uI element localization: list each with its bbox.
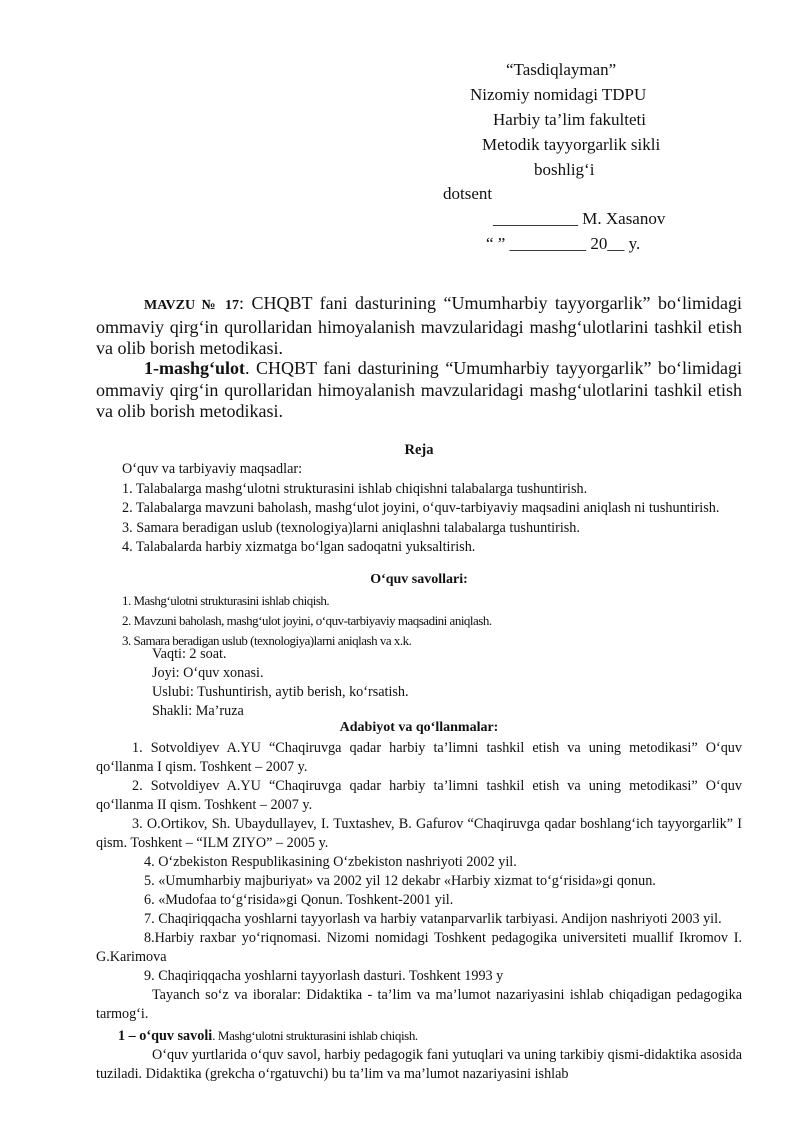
- literature-item-2: 2. Sotvoldiyev A.YU “Chaqiruvga qadar harbiy ta’limni tashkil etish va uning metodikasi” O‘quv qo‘llanma II qism. Toshkent – 2007 y.: [96, 778, 742, 813]
- questions-list: [96, 591, 742, 651]
- literature-list: [96, 739, 742, 1084]
- literature-item-1: 1. Sotvoldiyev A.YU “Chaqiruvga qadar harbiy ta’limni tashkil etish va uning metodikasi” O‘quv qo‘llanma I qism. Toshkent – 2007 y.: [96, 740, 742, 775]
- approval-title: “Tasdiqlayman”: [506, 60, 617, 79]
- topic-text: : CHQBT fani dasturining “Umumharbiy tayyorgarlik” bo‘limidagi ommaviy qirg‘in qurollaridan himoyalanish mavzularidagi mashg‘ulotlarini tashkil etish va olib borish metodikasi.: [96, 293, 742, 358]
- question-1: 1. Mashg‘ulotni strukturasini ishlab chiqish.: [122, 593, 330, 608]
- topic-label: MAVZU № 17: [144, 298, 240, 313]
- literature-item-3: 3. O.Ortikov, Sh. Ubaydullayev, I. Tuxtashev, B. Gafurov “Chaqiruvga qadar boshlang‘ich tayyorgarlik” I qism. Toshkent – “ILM ZIYO” – 2005 y.: [96, 816, 742, 851]
- keywords-paragraph: Tayanch so‘z va iboralar: Didaktika - ta’lim va ma’lumot nazariyasini ishlab chiqadigan pedagogika tarmog‘i.: [96, 987, 742, 1022]
- lesson-details: [96, 645, 742, 721]
- lesson-method: Uslubi: Tushuntirish, aytib berish, ko‘rsatish.: [152, 684, 409, 700]
- literature-item-4: 4. O‘zbekiston Respublikasining O‘zbekiston nashriyoti 2002 yil.: [144, 854, 517, 870]
- topic-paragraph: [96, 293, 742, 360]
- section-1-paragraph: O‘quv yurtlarida o‘quv savol, harbiy pedagogik fani yutuqlari va uning tarkibiy qismi-didaktika asosida tuziladi. Didaktika (grekcha o‘rgatuvchi) bu ta’lim va ma’lumot nazariyasini ishlab: [96, 1047, 742, 1082]
- lesson-text: . CHQBT fani dasturining “Umumharbiy tayyorgarlik” bo‘limidagi ommaviy qirg‘in qurollaridan himoyalanish mavzularidagi mashg‘ulotlarini tashkil etish va olib borish metodikasi.: [96, 358, 742, 421]
- lesson-paragraph: [96, 358, 742, 423]
- literature-item-7: 7. Chaqiriqqacha yoshlarni tayyorlash va harbiy vatanparvarlik tarbiyasi. Andijon nashriyoti 2003 yil.: [144, 911, 722, 927]
- literature-heading: Adabiyot va qo‘llanmalar:: [339, 720, 499, 735]
- lesson-form: Shakli: Ma’ruza: [152, 703, 244, 719]
- approval-signature: __________ M. Xasanov: [493, 209, 666, 228]
- literature-item-9: 9. Chaqiriqqacha yoshlarni tayyorlash dasturi. Toshkent 1993 y: [144, 968, 504, 984]
- literature-item-6: 6. «Mudofaa to‘g‘risida»gi Qonun. Toshkent-2001 yil.: [144, 892, 454, 908]
- question-3: 3. Samara beradigan uslub (texnologiya)larni aniqlash va x.k.: [122, 633, 412, 648]
- approval-university: Nizomiy nomidagi TDPU: [470, 85, 647, 104]
- approval-faculty: Harbiy ta’lim fakulteti: [493, 110, 646, 129]
- approval-cycle: Metodik tayyorgarlik sikli: [482, 135, 661, 154]
- lesson-time: Vaqti: 2 soat.: [152, 646, 227, 662]
- literature-item-5: 5. «Umumharbiy majburiyat» va 2002 yil 12 dekabr «Harbiy xizmat to‘g‘risida»gi qonun.: [144, 873, 656, 889]
- question-2: 2. Mavzuni baholash, mashg‘ulot joyini, o‘quv-tarbiyaviy maqsadini aniqlash.: [122, 613, 492, 628]
- plan-goal-4: 4. Talabalarda harbiy xizmatga bo‘lgan sadoqatni yuksaltirish.: [122, 539, 476, 555]
- approval-position: boshlig‘i: [534, 160, 595, 179]
- lesson-place: Joyi: O‘quv xonasi.: [152, 665, 264, 681]
- section-1-heading: [96, 1026, 742, 1046]
- literature-item-8: 8.Harbiy raxbar yo‘riqnomasi. Nizomi nomidagi Toshkent pedagogika universiteti muallif Ikromov I. G.Karimova: [96, 930, 742, 965]
- plan-section: [96, 460, 742, 558]
- approval-date: “ ” _________ 20__ y.: [486, 234, 641, 253]
- section-1-title: . Mashg‘ulotni strukturasini ishlab chiqish.: [212, 1028, 418, 1043]
- section-1-label: 1 – o‘quv savoli: [118, 1028, 213, 1044]
- plan-intro: O‘quv va tarbiyaviy maqsadlar:: [122, 461, 303, 477]
- plan-goal-1: 1. Talabalarga mashg‘ulotni strukturasini ishlab chiqishni talabalarga tushuntirish.: [122, 480, 588, 497]
- questions-heading: O‘quv savollari:: [370, 572, 468, 587]
- approval-rank: dotsent: [443, 184, 493, 203]
- plan-goal-3: 3. Samara beradigan uslub (texnologiya)larni aniqlashni talabalarga tushuntirish.: [122, 519, 580, 536]
- plan-goal-2: 2. Talabalarga mavzuni baholash, mashg‘ulot joyini, o‘quv-tarbiyaviy maqsadini aniqlash ni tushuntirish.: [122, 500, 720, 516]
- plan-heading: Reja: [404, 442, 434, 458]
- lesson-label: 1-mashg‘ulot: [144, 358, 246, 378]
